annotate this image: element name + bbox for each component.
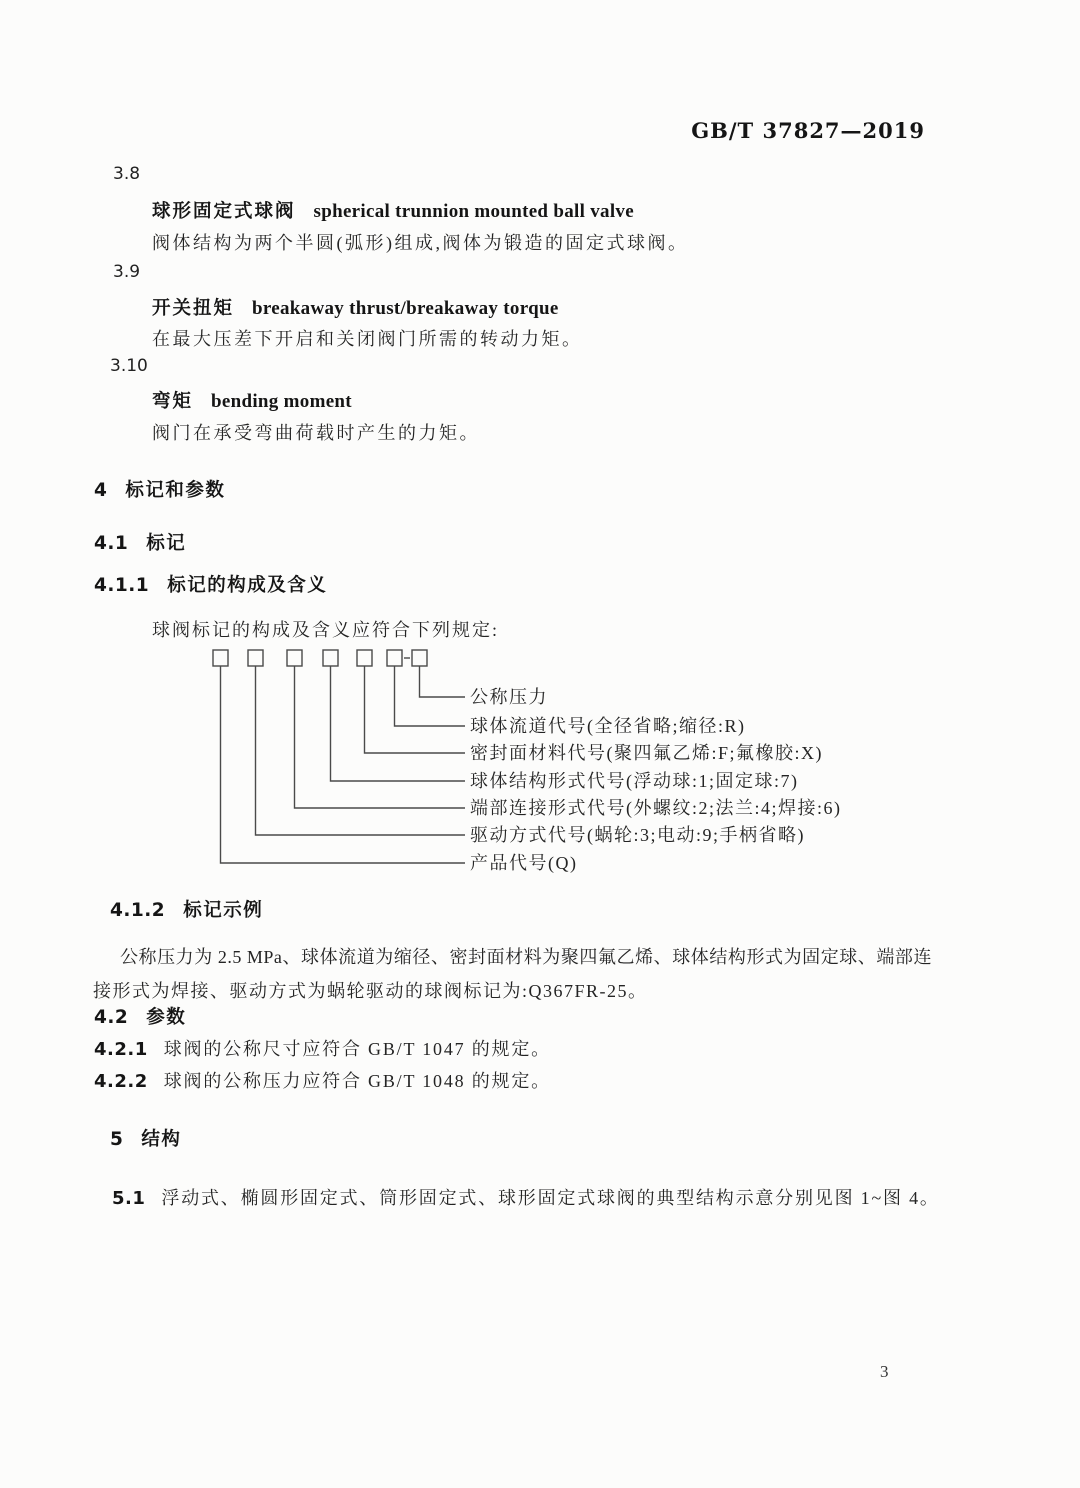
clause-4-2-2-number: 4.2.2	[94, 1071, 148, 1092]
designation-box-1	[213, 650, 228, 666]
heading-4-2-title: 参数	[146, 1007, 187, 1028]
designation-box-7	[412, 650, 427, 666]
term-zh-3-9: 开关扭矩	[152, 298, 235, 319]
diagram-label-bore-code: 球体流道代号(全径省略;缩径:R)	[470, 716, 746, 736]
clause-5-1-text: 浮动式、椭圆形固定式、筒形固定式、球形固定式球阀的典型结构示意分别见图 1~图 4。	[161, 1188, 940, 1208]
heading-4-1-number: 4.1	[94, 533, 129, 554]
term-en-3-9: breakaway thrust/breakaway torque	[252, 298, 559, 319]
leader-line-product-code	[221, 666, 466, 863]
designation-box-6	[387, 650, 402, 666]
term-en-3-10: bending moment	[211, 391, 352, 412]
leader-line-nominal-pressure	[420, 666, 466, 697]
designation-box-2	[248, 650, 263, 666]
term-zh-3-8: 球形固定式球阀	[152, 201, 296, 222]
diagram-label-product-code: 产品代号(Q)	[470, 853, 578, 873]
leader-line-bore-code	[395, 666, 466, 726]
diagram-label-seat-material-code: 密封面材料代号(聚四氟乙烯:F;氟橡胶:X)	[470, 743, 823, 763]
diagram-label-ball-structure-code: 球体结构形式代号(浮动球:1;固定球:7)	[470, 771, 799, 791]
heading-4	[94, 476, 225, 502]
diagram-label-nominal-pressure: 公称压力	[470, 687, 548, 707]
heading-4-number: 4	[94, 480, 108, 501]
heading-4-1-2-number: 4.1.2	[110, 900, 166, 921]
clause-4-2-1	[94, 1035, 551, 1061]
clause-4-2-2-text: 球阀的公称压力应符合 GB/T 1048 的规定。	[163, 1071, 551, 1091]
heading-5	[110, 1125, 181, 1151]
leader-line-seat-material-code	[365, 666, 466, 753]
heading-4-title: 标记和参数	[125, 480, 226, 501]
clause-4-2-1-text: 球阀的公称尺寸应符合 GB/T 1047 的规定。	[163, 1039, 551, 1059]
clause-number-3-9: 3.9	[113, 262, 141, 282]
designation-box-4	[323, 650, 338, 666]
example-paragraph-line2: 接形式为焊接、驱动方式为蜗轮驱动的球阀标记为:Q367FR-25。	[93, 981, 648, 1001]
designation-box-3	[287, 650, 302, 666]
heading-4-1	[94, 529, 186, 555]
clause-5-1	[112, 1184, 940, 1210]
heading-4-1-2	[110, 896, 263, 922]
example-paragraph-line1: 公称压力为 2.5 MPa、球体流道为缩径、密封面材料为聚四氟乙烯、球体结构形式为固定球、端部连	[120, 947, 932, 967]
heading-4-1-1-title: 标记的构成及含义	[167, 575, 328, 596]
clause-4-2-2	[94, 1067, 551, 1093]
diagram-label-actuation-code: 驱动方式代号(蜗轮:3;电动:9;手柄省略)	[470, 825, 805, 845]
clause-4-2-1-number: 4.2.1	[94, 1039, 148, 1060]
diagram-label-end-connection-code: 端部连接形式代号(外螺纹:2;法兰:4;焊接:6)	[470, 798, 842, 818]
heading-4-1-1-number: 4.1.1	[94, 575, 150, 596]
standard-number-header: GB/T 37827—2019	[691, 118, 925, 143]
designation-intro: 球阀标记的构成及含义应符合下列规定:	[152, 620, 499, 640]
heading-4-2	[94, 1003, 186, 1029]
heading-4-1-1	[94, 571, 327, 597]
leader-line-end-connection-code	[295, 666, 466, 808]
heading-4-1-2-title: 标记示例	[183, 900, 264, 921]
term-line-3-8	[152, 197, 634, 223]
designation-box-5	[357, 650, 372, 666]
term-line-3-10	[152, 387, 352, 413]
term-en-3-8: spherical trunnion mounted ball valve	[313, 201, 634, 222]
heading-5-title: 结构	[141, 1129, 182, 1150]
definition-3-8: 阀体结构为两个半圆(弧形)组成,阀体为锻造的固定式球阀。	[152, 233, 689, 253]
definition-3-9: 在最大压差下开启和关闭阀门所需的转动力矩。	[152, 329, 583, 349]
term-line-3-9	[152, 294, 559, 320]
definition-3-10: 阀门在承受弯曲荷载时产生的力矩。	[152, 423, 480, 443]
heading-4-2-number: 4.2	[94, 1007, 129, 1028]
heading-5-number: 5	[110, 1129, 124, 1150]
clause-number-3-10: 3.10	[110, 356, 148, 376]
leader-line-ball-structure-code	[331, 666, 466, 781]
leader-line-actuation-code	[256, 666, 466, 835]
heading-4-1-title: 标记	[146, 533, 187, 554]
clause-5-1-number: 5.1	[112, 1188, 146, 1209]
page-number: 3	[880, 1362, 889, 1381]
term-zh-3-10: 弯矩	[152, 391, 194, 412]
clause-number-3-8: 3.8	[113, 164, 141, 184]
